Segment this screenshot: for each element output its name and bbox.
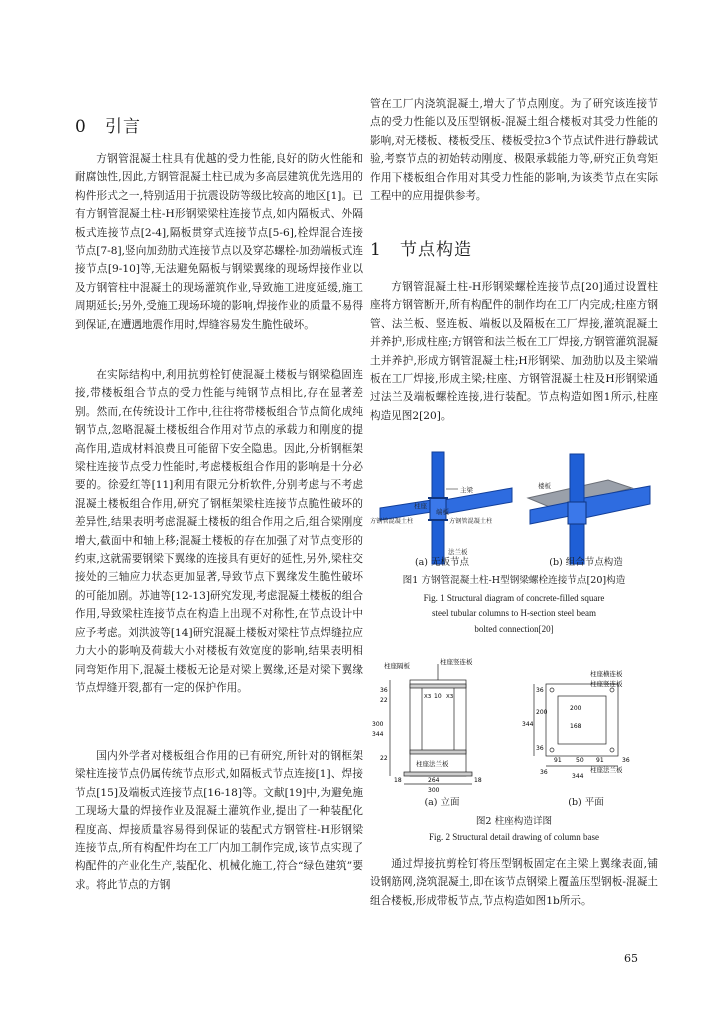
figure-2: [370, 654, 658, 794]
fig1-caption-cn: 图1 方钢管混凝土柱-H型钢梁螺栓连接节点[20]构造: [402, 575, 626, 586]
fig1-sub-a: (a) 无板节点: [414, 557, 470, 568]
figure-1-drawing: [370, 450, 658, 570]
fig2a-label-vert-plate: 柱座竖连板: [440, 658, 473, 666]
fig2a-dim-10: 300: [428, 787, 440, 794]
fig1-caption-en-2: steel tubular columns to H-section steel beam: [432, 608, 596, 618]
fig2a-dim-1: 36: [380, 687, 388, 694]
right-paragraph-1: 管在工厂内浇筑混凝土,增大了节点刚度。为了研究该连接节点的受力性能以及压型钢板-混凝土组合楼板对其受力性能的影响,对无楼板、楼板受压、楼板受拉3个节点试件进行静载试验,考察节点的初始转动刚度、极限承载能力等,研究正负弯矩作用下楼板组合作用对其受力性能的影响,为该类节点在实际工程中的应用提供参考。: [370, 98, 658, 203]
fig2b-outline: [546, 684, 618, 756]
fig2-caption-cn: 图2 柱座构造详图: [475, 816, 553, 827]
fig2b-dim-2: 200: [536, 709, 548, 716]
section-1-heading: 1 节点构造: [370, 240, 472, 260]
fig2a-dim-3: 300: [372, 721, 384, 728]
fig2a-label-flange: 柱座法兰板: [416, 760, 449, 768]
fig2b-dim-11: 36: [540, 769, 548, 776]
right-paragraph-3: 通过焊接抗剪栓钉将压型钢板固定在主梁上翼缘表面,铺设钢筋网,浇筑混凝土,即在该节点钢梁上覆盖压型钢板-混凝土组合楼板,形成带板节点,节点构造如图1b所示。: [370, 858, 658, 907]
fig1-caption-en-1: Fig. 1 Structural diagram of concrete-filled square: [423, 593, 605, 603]
fig2a-dim-4: 344: [372, 731, 384, 738]
fig2b-dim-1: 36: [536, 687, 544, 694]
fig2a-dim-7: 18: [394, 777, 402, 784]
fig2b-dim-7: 91: [554, 757, 562, 764]
intro-paragraph-1: 方钢管混凝土柱具有优越的受力性能,良好的防火性能和耐腐蚀性,因此,方钢管混凝土柱已成为多高层建筑优先选用的构件形式之一,特别适用于抗震设防等级比较高的地区[1]。已有方钢管混凝土柱-H形钢梁梁柱连接节点,如内隔板式、外隔板式连接节点[2-4],隔板贯穿式连接节点[5-6],栓焊混合连接节点[7-8],竖向加劲肋式连接节点以及穿芯螺栓-加劲端板式连接节点[9-10]等,无法避免隔板与钢梁翼缘的现场焊接作业以及方钢管柱中混凝土的现场灌筑作业,导致施工进度延缓,施工周期延长;另外,受施工现场环境的影响,焊接作业的质量不易得到保证,在遭遇地震作用时,焊缝容易发生脆性破坏。: [75, 153, 363, 331]
fig2b-dim-9: 91: [596, 757, 604, 764]
fig1a-drawing: [370, 452, 512, 564]
fig1a-label-end-plate: 端板: [436, 508, 449, 516]
section-0-heading: 0 引言: [75, 117, 141, 137]
fig2-sub-b: (b) 平面: [568, 797, 604, 808]
fig1a-label-cfst-left: 方钢管混凝土柱: [370, 518, 414, 525]
fig2a-weld-2: X3: [446, 694, 454, 700]
fig2-caption-en: Fig. 2 Structural detail drawing of column base: [429, 832, 599, 842]
fig1a-label-cfst-right: 方钢管混凝土柱: [449, 518, 493, 525]
fig1a-label-main-beam: 主梁: [460, 486, 473, 494]
fig2b-dim-8: 50: [576, 757, 584, 764]
fig2a-partition-top: [410, 684, 466, 688]
fig2a-dim-6: 10: [434, 693, 442, 700]
fig1a-beam-right: [444, 488, 512, 514]
structure-paragraph: 方钢管混凝土柱-H形钢梁螺栓连接节点[20]通过设置柱座将方钢管断开,所有构配件的制作均在工厂内完成;柱座方钢管、法兰板、竖连板、端板以及隔板在工厂焊接,灌筑混凝土并养护,形成柱座;方钢管和法兰板在工厂焊接,方钢管灌筑混凝土并养护,形成方钢管混凝土柱;H形钢梁、加劲肋以及主梁端板在工厂焊接,形成主梁;柱座、方钢管混凝土柱及H形钢梁通过法兰及端板螺栓连接,进行装配。节点构造如图1所示,柱座构造见图2[20]。: [370, 281, 658, 422]
fig1b-column-seat: [568, 502, 586, 524]
fig2b-label-vert-plate: 柱座竖连板: [590, 680, 623, 688]
fig2b-dim-12: 36: [622, 757, 630, 764]
fig1-caption-en-3: bolted connection[20]: [474, 624, 554, 634]
fig2b-dim-4: 36: [536, 745, 544, 752]
fig2a-partition-bottom: [410, 750, 466, 754]
intro-paragraph-2: 在实际结构中,利用抗剪栓钉使混凝土楼板与钢梁稳固连接,带楼板组合节点的受力性能与纯钢节点相比,存在显著差别。然而,在传统设计工作中,往往将带楼板组合节点简化成纯钢节点,忽略混凝土楼板组合作用对节点的承载力和刚度的提高作用,造成材料浪费且可能留下安全隐患。因此,分析钢框架梁柱连接节点受力性能时,考虑楼板组合作用的影响是十分必要的。徐爱红等[11]利用有限元分析软件,分别考虑与不考虑混凝土楼板组合作用,研究了钢框架梁柱连接节点脆性破坏的差异性,结果表明考虑混凝土楼板的组合作用之后,组合梁刚度增大,截面中和轴上移;混凝土楼板的存在加强了对节点变形的约束,这就需要钢梁下翼缘的连接具有更好的延性,另外,梁柱交接处的三轴应力状态更加显著,导致节点下翼缘发生脆性破坏的可能加剧。苏迪等[12-13]研究发现,考虑混凝土楼板的组合作用,导致梁柱连接节点在构造上出现不对称性,在节点设计中应予考虑。刘洪波等[14]研究混凝土楼板对梁柱节点焊缝拉应力大小的影响及荷载大小对楼板有效宽度的影响,结果表明相同弯矩作用下,混凝土楼板无论是对梁上翼缘,还是对梁下翼缘节点焊缝开裂,都有一定的保护作用。: [75, 369, 363, 694]
fig2b-bolt-2: [610, 688, 614, 692]
fig2-sub-a: (a) 立面: [424, 797, 460, 808]
fig2a-dim-5: 22: [380, 755, 388, 762]
fig1b-label-slab: 楼板: [538, 482, 551, 490]
fig1b-drawing: [528, 454, 650, 564]
fig2b-dim-5: 200: [570, 705, 582, 712]
fig2b-bolt-4: [610, 748, 614, 752]
fig2b-inner: [558, 696, 606, 744]
fig2a-flange: [404, 772, 472, 776]
fig2b-label-flange: 柱座法兰板: [590, 766, 623, 774]
intro-paragraph-3: 国内外学者对楼板组合作用的已有研究,所针对的钢框架梁柱连接节点仍属传统节点形式,如隔板式节点连接[1]、焊接节点[15]及端板式连接节点[16-18]等。文献[19]中,为避免施工现场大量的焊接作业及混凝土灌筑作业,提出了一种装配化程度高、焊接质量容易得到保证的装配式方钢管柱-H形钢梁连接节点,所有构配件均在工厂内加工制作完成,该节点实现了构配件的产业化生产,装配化、机械化施工,符合“绿色建筑”要求。将此节点的方钢: [75, 750, 363, 891]
fig2a-dim-2: 22: [380, 697, 388, 704]
page-number: 65: [624, 952, 638, 965]
fig2b-dim-6: 168: [570, 723, 582, 730]
figure-2-drawing: [370, 654, 658, 794]
fig2b-label-horiz-plate: 柱座横连板: [590, 670, 623, 678]
fig2a-label-partition: 柱座隔板: [384, 662, 410, 670]
fig2b-bolt-1: [550, 688, 554, 692]
figure-1: [370, 450, 658, 570]
fig2b-dim-10: 344: [572, 773, 584, 780]
fig2a-dim-9: 18: [474, 777, 482, 784]
fig1a-label-flange: 法兰板: [448, 548, 468, 556]
fig2a-dim-8: 264: [428, 777, 440, 784]
fig1-sub-b: (b) 组合节点构造: [549, 557, 623, 568]
fig1a-label-column-seat: 柱座: [414, 502, 427, 510]
fig2a-weld-1: X3: [424, 694, 432, 700]
fig2b-bolt-3: [550, 748, 554, 752]
fig2b-dim-3: 344: [522, 721, 534, 728]
